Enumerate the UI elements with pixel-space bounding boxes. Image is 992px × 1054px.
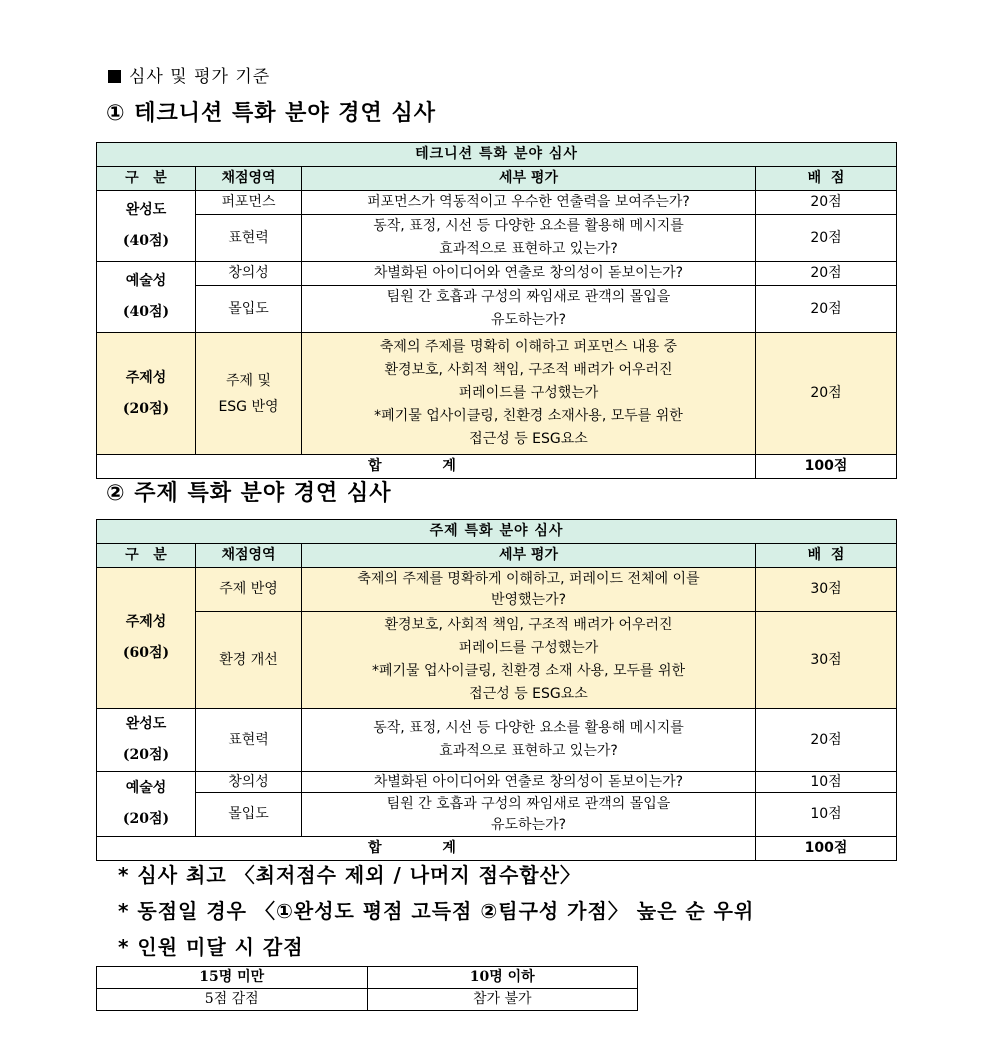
heading-text: 심사 및 평가 기준 xyxy=(129,67,271,87)
category-label: 완성도 xyxy=(125,202,167,218)
detail-line: 접근성 등 ESG요소 xyxy=(469,686,588,702)
category-cell xyxy=(97,333,196,455)
penalty-table xyxy=(96,966,638,1011)
category-label: 예술성 xyxy=(125,273,167,289)
table-row xyxy=(97,568,897,612)
col-header-category: 구 분 xyxy=(97,167,196,191)
area-cell: 몰입도 xyxy=(196,793,302,837)
total-row xyxy=(97,455,897,479)
table-title: 테크니션 특화 분야 심사 xyxy=(97,143,897,167)
detail-cell: 차별화된 아이디어와 연출로 창의성이 돋보이는가? xyxy=(302,772,756,793)
category-cell xyxy=(97,772,196,837)
detail-line: 동작, 표정, 시선 등 다양한 요소를 활용해 메시지를 xyxy=(373,218,684,234)
detail-line: 환경보호, 사회적 책임, 구조적 배려가 어우러진 xyxy=(384,617,673,633)
square-bullet-icon xyxy=(108,70,121,83)
area-cell: 퍼포먼스 xyxy=(196,191,302,215)
section2-title: ② 주제 특화 분야 경연 심사 xyxy=(106,481,392,506)
area-line: ESG 반영 xyxy=(218,398,279,415)
detail-line: 축제의 주제를 명확히 이해하고 퍼포먼스 내용 중 xyxy=(379,339,678,355)
detail-line: 축제의 주제를 명확하게 이해하고, 퍼레이드 전체에 이를 xyxy=(357,570,700,587)
area-cell: 환경 개선 xyxy=(196,612,302,709)
area-cell: 창의성 xyxy=(196,772,302,793)
col-header-score: 배 점 xyxy=(756,544,897,568)
detail-line: 팀원 간 호흡과 구성의 짜임새로 관객의 몰입을 xyxy=(386,289,671,305)
detail-line: 팀원 간 호흡과 구성의 짜임새로 관객의 몰입을 xyxy=(386,795,671,812)
detail-line: *폐기물 업사이클링, 친환경 소재 사용, 모두를 위한 xyxy=(371,663,686,679)
area-line: 주제 및 xyxy=(225,372,272,389)
detail-line: 유도하는가? xyxy=(490,312,567,328)
detail-cell: 차별화된 아이디어와 연출로 창의성이 돋보이는가? xyxy=(302,262,756,286)
score-cell: 20점 xyxy=(756,262,897,286)
detail-line: 반영했는가? xyxy=(490,591,567,608)
category-points: (40점) xyxy=(122,304,170,320)
section1-table xyxy=(96,142,897,479)
score-cell: 20점 xyxy=(756,333,897,455)
detail-cell xyxy=(302,568,756,612)
detail-line: *폐기물 업사이클링, 친환경 소재사용, 모두를 위한 xyxy=(374,408,683,424)
table-row xyxy=(97,709,897,772)
note-line: * 동점일 경우 〈①완성도 평점 고득점 ②팀구성 가점〉 높은 순 우위 xyxy=(118,899,755,923)
col-header-category: 구 분 xyxy=(97,544,196,568)
category-label: 예술성 xyxy=(125,780,167,796)
score-cell: 10점 xyxy=(756,772,897,793)
table-row xyxy=(97,215,897,262)
table-row xyxy=(97,333,897,455)
total-label xyxy=(97,455,756,479)
table-row xyxy=(97,262,897,286)
detail-cell xyxy=(302,286,756,333)
area-cell: 창의성 xyxy=(196,262,302,286)
penalty-value: 참가 불가 xyxy=(367,989,638,1011)
score-cell: 20점 xyxy=(756,215,897,262)
table-row xyxy=(97,772,897,793)
table-row xyxy=(97,191,897,215)
score-cell: 20점 xyxy=(756,709,897,772)
category-points: (20점) xyxy=(122,400,170,417)
category-label: 주제성 xyxy=(125,369,167,386)
penalty-header: 15명 미만 xyxy=(97,967,368,989)
detail-cell xyxy=(302,215,756,262)
category-cell xyxy=(97,568,196,709)
detail-line: 효과적으로 표현하고 있는가? xyxy=(439,743,618,759)
detail-line: 동작, 표정, 시선 등 다양한 요소를 활용해 메시지를 xyxy=(373,720,684,736)
detail-line: 퍼레이드를 구성했는가 xyxy=(458,385,599,401)
section1-title: ① 테크니션 특화 분야 경연 심사 xyxy=(106,101,436,126)
detail-cell xyxy=(302,793,756,837)
area-cell: 표현력 xyxy=(196,709,302,772)
note-line: * 심사 최고 〈최저점수 제외 / 나머지 점수합산〉 xyxy=(118,863,581,887)
detail-line: 퍼레이드를 구성했는가 xyxy=(458,640,599,656)
col-header-detail: 세부 평가 xyxy=(302,544,756,568)
category-points: (40점) xyxy=(122,233,170,249)
score-cell: 30점 xyxy=(756,568,897,612)
category-points: (20점) xyxy=(122,811,170,827)
total-row xyxy=(97,837,897,861)
category-label: 주제성 xyxy=(125,614,167,630)
score-cell: 20점 xyxy=(756,191,897,215)
table-title: 주제 특화 분야 심사 xyxy=(97,520,897,544)
note-line: * 인원 미달 시 감점 xyxy=(118,935,304,959)
detail-line: 접근성 등 ESG요소 xyxy=(469,431,588,447)
total-score: 100점 xyxy=(756,837,897,861)
total-label-text: 합 계 xyxy=(368,458,484,474)
category-points: (20점) xyxy=(122,747,170,763)
category-label: 완성도 xyxy=(125,716,167,732)
total-score: 100점 xyxy=(756,455,897,479)
category-cell xyxy=(97,191,196,262)
table-row xyxy=(97,793,897,837)
total-label-text: 합 계 xyxy=(368,840,484,856)
col-header-score: 배 점 xyxy=(756,167,897,191)
penalty-header: 10명 이하 xyxy=(367,967,638,989)
col-header-area: 채점영역 xyxy=(196,544,302,568)
col-header-area: 채점영역 xyxy=(196,167,302,191)
penalty-value: 5점 감점 xyxy=(97,989,368,1011)
detail-cell xyxy=(302,709,756,772)
col-header-detail: 세부 평가 xyxy=(302,167,756,191)
area-cell: 표현력 xyxy=(196,215,302,262)
total-label xyxy=(97,837,756,861)
area-cell xyxy=(196,333,302,455)
area-cell: 몰입도 xyxy=(196,286,302,333)
detail-cell xyxy=(302,612,756,709)
detail-line: 효과적으로 표현하고 있는가? xyxy=(439,241,618,257)
area-cell: 주제 반영 xyxy=(196,568,302,612)
score-cell: 30점 xyxy=(756,612,897,709)
category-cell xyxy=(97,262,196,333)
detail-cell: 퍼포먼스가 역동적이고 우수한 연출력을 보여주는가? xyxy=(302,191,756,215)
detail-line: 환경보호, 사회적 책임, 구조적 배려가 어우러진 xyxy=(384,362,673,378)
category-points: (60점) xyxy=(122,645,170,661)
section2-table xyxy=(96,519,897,861)
score-cell: 20점 xyxy=(756,286,897,333)
category-cell xyxy=(97,709,196,772)
detail-line: 유도하는가? xyxy=(490,816,567,833)
score-cell: 10점 xyxy=(756,793,897,837)
table-row xyxy=(97,612,897,709)
detail-cell xyxy=(302,333,756,455)
table-row xyxy=(97,286,897,333)
page-heading xyxy=(108,62,270,87)
